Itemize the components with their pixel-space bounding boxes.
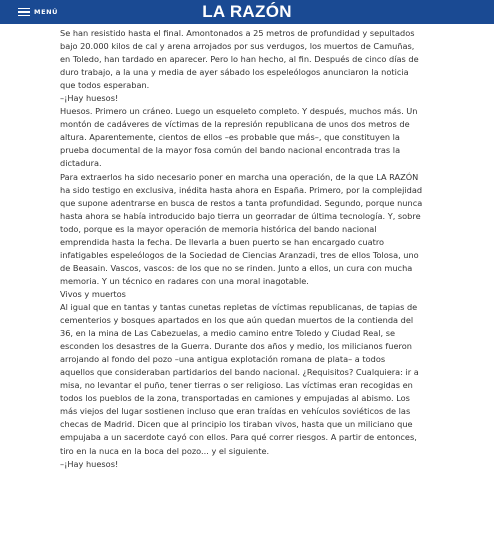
article-line: emprendida hasta la fecha. De llevarla a buen puerto se han encargado cuatro [60,236,385,247]
article-line: arrojando al fondo del pozo –una antigua explotación romana de plata– a todos [60,354,386,365]
article-line: tiro en la nuca en la boca del pozo... y el siguiente. [60,445,270,456]
article-line: de Beasain. Vascos, vascos: de los que no se rinden. Junto a ellos, un cura con mucha [60,262,413,273]
article-line: ha sido testigo en exclusiva, inédita hasta ahora en España. Primero, por la complejidad [60,184,423,195]
article-line: Huesos. Primero un cráneo. Luego un esqueleto completo. Y después, muchos más. Un [60,106,418,117]
article-line: memoria. Y un técnico en radares con una moral inagotable. [60,275,309,286]
article-line: altura. Aparentemente, cientos de ellos –es probable que más–, que constituyen la [60,132,400,143]
article-line: Al igual que en tantas y tantas cunetas repletas de víctimas republicanas, de tapias de [60,301,418,312]
article-line: montón de cadáveres de víctimas de la represión republicana de unos dos metros de [60,119,410,130]
menu-label: MENÚ [34,8,59,16]
article-line: Se han resistido hasta el final. Amontonados a 25 metros de profundidad y sepultados [60,28,415,38]
article-line: duro trabajo, a la una y media de ayer sábado los espeleólogos anunciaron la noticia [60,67,409,78]
article-line: checas de Madrid. Dicen que al principio los tiraban vivos, hasta que un miliciano que [60,419,413,430]
article-line: que todos esperaban. [60,80,150,91]
article-line: que supone adentrarse en busca de restos a tanta profundidad. Segundo, porque nunca [60,197,423,208]
article-line: misa, no levantar el puño, tener tierras o ser religioso. Las víctimas eran recogidas en [60,380,413,391]
article-line: más viejos del lugar sostienen incluso que eran traídas en vehículos soviéticos de las [60,406,411,417]
article-line: todos los pueblos de la zona, transportadas en camiones y empujadas al abismo. Los [60,393,410,404]
article-line: prueba documental de la mayor fosa común del bando nacional encontrada tras la [60,145,401,156]
article-line: –¡Hay huesos! [60,93,119,104]
article-line: aquellos que consideraban partidarios del bando nacional. ¿Requisitos? Cualquiera: ir a [60,367,419,378]
article-line: bajo 20.000 kilos de cal y arena arrojados por sus verdugos, los muertos de Camuñas, [60,41,415,52]
site-header [0,0,494,24]
article-line: infatigables espeleólogos de la Sociedad de Ciencias Aranzadi, tres de ellos Tolosa, uno [60,249,419,260]
article-line: todo, porque es la mayor operación de memoria histórica del bando nacional [60,223,377,234]
article-line: –¡Hay huesos! [60,458,119,469]
section-heading: Vivos y muertos [60,288,126,299]
article-line: 36, en la mina de Las Cabezuelas, a medio camino entre Toledo y Ciudad Real, se [60,328,396,339]
article-line: en Toledo, han tardado en aparecer. Pero lo han hecho, al fin. Después de cinco días de [60,54,419,65]
article-line: esconden los desastres de la Guerra. Durante dos años y medio, los milicianos fueron [60,341,412,352]
site-logo[interactable]: LA RAZÓN [202,2,292,21]
article-line: empujaba a un sacerdote cayó con ellos. Para qué correr riesgos. A partir de entonces, [60,432,417,443]
article-line: dictadura. [60,158,102,169]
article-line: cementerios y bosques apartados en los que aún quedan muertos de la contienda del [60,315,414,326]
article-line: Para extraerlos ha sido necesario poner en marcha una operación, de la que LA RAZÓN [60,171,419,182]
article-line: hasta ahora se había introducido bajo tierra un georradar de última tecnología. Y, sobre [60,210,421,221]
article-body [60,27,460,471]
